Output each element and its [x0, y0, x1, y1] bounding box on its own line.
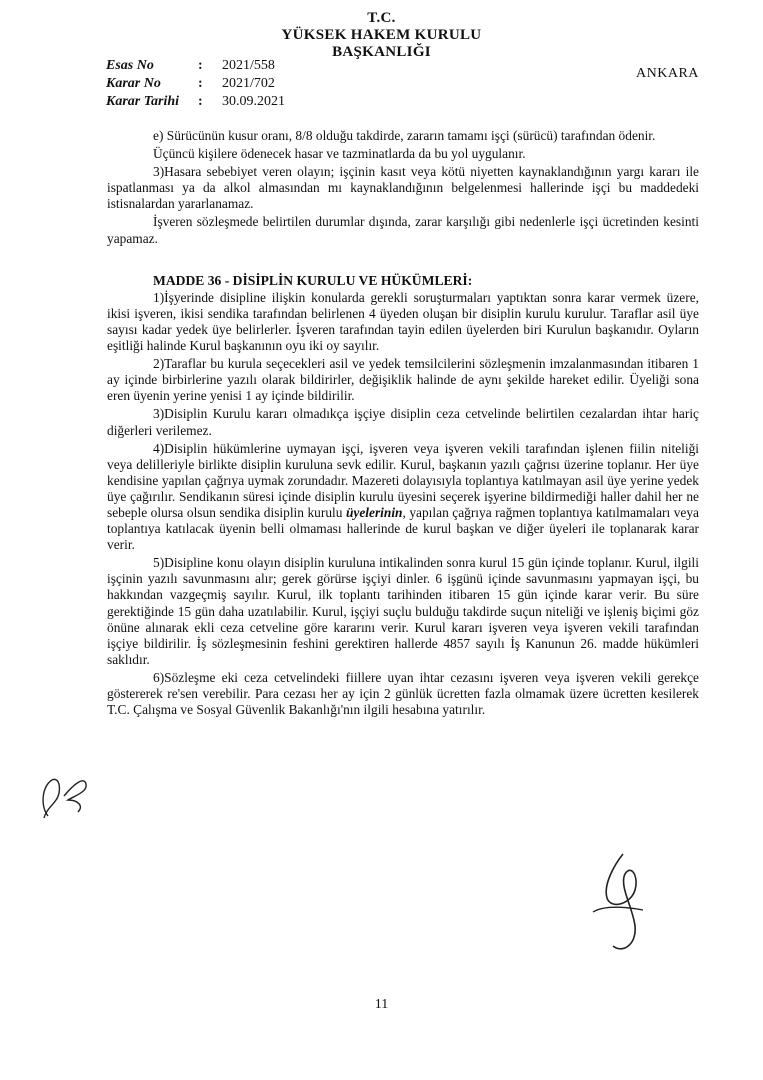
city-label: ANKARA	[636, 66, 699, 81]
meta-row-karar	[106, 75, 285, 93]
meta-colon: :	[198, 76, 203, 91]
initials-signature-image	[34, 766, 94, 826]
header-line-tc: T.C.	[367, 10, 396, 26]
handwritten-signature-image	[573, 850, 673, 955]
article-paragraph-2: 2)Taraflar bu kurula seçecekleri asil ve yedek temsilcilerini sözleşmenin imzalanmasından itibaren 1 ay içinde birbirlerine yazılı olarak bildirirler, değişiklik halinde de aynı şekilde hareket edilir. Üyeliği sona eren üyenin yerine yenisi 1 ay içinde bildirilir.	[107, 356, 699, 404]
paragraph: İşveren sözleşmede belirtilen durumlar dışında, zarar karşılığı gibi nedenlerle işçi ücretinden kesinti yapamaz.	[107, 214, 699, 246]
meta-value: 2021/702	[222, 76, 275, 91]
header-line-institution: YÜKSEK HAKEM KURULU	[281, 27, 482, 43]
paragraph: e) Sürücünün kusur oranı, 8/8 olduğu takdirde, zararın tamamı işçi (sürücü) tarafından ödenir.	[153, 128, 656, 143]
header-line-presidency: BAŞKANLIĞI	[332, 44, 431, 60]
article-paragraph-1: 1)İşyerinde disipline ilişkin konularda gerekli soruşturmaları yaptıktan sonra karar vermek üzere, ikisi işveren, ikisi sendika tarafından belirlenen 4 üyeden oluşan bir disiplin kurulu kurulur. Taraflar asil üye sayısı kadar yedek üye belirlerler. İşveren tarafından tayin edilen üyelerden biri Kurulun başkanıdır. Oyların eşitliği halinde Kurul başkanının oyu iki oy sayılır.	[107, 289, 699, 354]
spacer	[107, 249, 699, 273]
meta-row-date	[106, 93, 285, 111]
page-number: 11	[374, 997, 389, 1012]
article-paragraph-5: 5)Disipline konu olayın disiplin kuruluna intikalinden sonra kurul 15 gün içinde toplanır. Kurul, ilgili işçinin yazılı savunmasını alır; gerek görürse işçiyi dinler. 6 işgünü içinde savunmasını yapmayan işçi, bu hakkından vazgeçmiş sayılır. Kurul, ilk toplantı tarihinden itibaren 15 gün içinde karar verir. Bu süre gerektiğinde 15 gün daha uzatılabilir. Kurul, işçiyi suçlu bulduğu takdirde suçun niteliği ve işleniş biçimi göz önüne alınarak ekli ceza cetveline göre kararını verir. Kurul kararı işveren veya işveren vekili tarafından işçiye bildirilir. İş sözleşmesinin feshini gerektiren hallerde 4857 sayılı İş Kanunun 26. madde hükümleri saklıdır.	[107, 555, 699, 667]
paragraph: Üçüncü kişilere ödenecek hasar ve tazminatlarda da bu yol uygulanır.	[153, 146, 526, 162]
article-paragraph-6: 6)Sözleşme eki ceza cetvelindeki fiillere uyan ihtar cezasını işveren veya işveren vekili gerekçe göstererek re'sen verebilir. Para cezası her ay için 2 günlük ücretten fazla olmamak üzere ücretten kesilerek T.C. Çalışma ve Sosyal Güvenlik Bakanlığı'nın ilgili hesabına yatırılır.	[107, 669, 699, 718]
article-title: MADDE 36 - DİSİPLİN KURULU VE HÜKÜMLERİ:	[153, 272, 473, 288]
meta-key: Karar No	[106, 76, 161, 91]
meta-colon: :	[198, 94, 203, 109]
meta-key: Esas No	[106, 58, 154, 73]
meta-colon: :	[198, 58, 203, 73]
meta-value: 30.09.2021	[222, 94, 285, 109]
paragraph: 3)Hasara sebebiyet veren olayın; işçinin kasıt veya kötü niyetten kaynaklandığının yargı kararı ile ispatlanması ya da alkol almasından mı kaynaklandığının belgelenmesi hallerinde işçi bu maddedeki istisnalardan yararlanamaz.	[107, 164, 699, 212]
paragraph-text: , yapılan çağrıya rağmen toplantıya katılmamaları veya toplantıya katılacak üyenin belli olmaması hallerinde de kurul başkan ve diğer üyeleri ile toplanarak karar verir.	[107, 504, 700, 553]
meta-key: Karar Tarihi	[106, 94, 180, 109]
article-paragraph-3: 3)Disiplin Kurulu kararı olmadıkça işçiye disiplin ceza cetvelinde belirtilen cezalardan ihtar hariç diğerleri verilemez.	[107, 406, 699, 438]
emphasized-text: üyelerinin	[345, 504, 403, 520]
meta-value: 2021/558	[222, 58, 275, 73]
article-paragraph-4	[107, 441, 699, 554]
paragraph-text: 4)Disiplin hükümlerine uymayan işçi, işveren veya işveren vekili tarafından işlenen fiilin niteliği veya delilleriyle birlikte disiplin kuruluna sevk edilir. Kurul, başkanın yazılı çağrısı üzerine toplanır. Her üye kendisine yapılan çağrıya uymak zorundadır. Mazereti dolayısıyla toplantıya katılmayan asil üye yerine yedek üye çağırılır. Sendikanın süresi içinde disiplin kurulu üyesini seçerek işyerine bildirmediği haller dahil her ne sebeple olursa olsun sendika disiplin kurulu	[107, 440, 699, 520]
document-header	[0, 10, 763, 61]
case-metadata	[106, 57, 285, 111]
document-body	[107, 128, 699, 720]
meta-row-esas	[106, 57, 285, 75]
